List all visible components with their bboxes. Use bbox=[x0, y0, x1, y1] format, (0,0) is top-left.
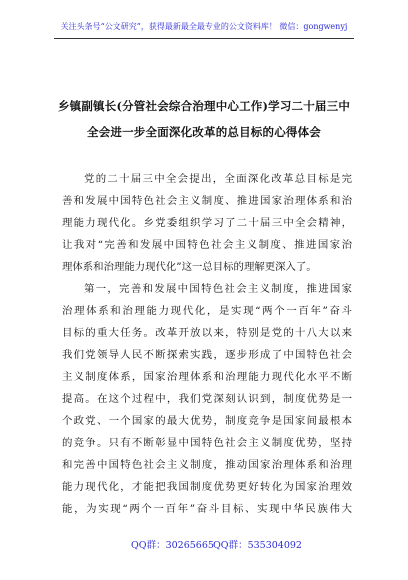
body-line: 理体系和治理能力现代化”这一总目标的理解更深入了。 bbox=[62, 261, 317, 273]
page-footer bbox=[0, 537, 408, 551]
body-line: 个政党、一个国家的最大优势，制度竞争是国家间最根本 bbox=[62, 415, 352, 427]
body-line: 党的二十届三中全会提出，全面深化改革总目标是完 bbox=[84, 173, 352, 185]
document-title-line-2: 全会进一步全面深化改革的总目标的心得体会 bbox=[87, 125, 321, 139]
footer-qq-group-1: QQ群：30265665 bbox=[131, 540, 214, 551]
body-line: 和完善中国特色社会主义制度，推动国家治理体系和治理 bbox=[62, 459, 352, 471]
body-line: 我们党领导人民不断探索实践，逐步形成了中国特色社会 bbox=[62, 349, 352, 361]
body-line: 理能力现代化。乡党委组织学习了二十届三中全会精神， bbox=[62, 217, 352, 229]
document-title-line-1: 乡镇副镇长(分管社会综合治理中心工作)学习二十届三中 bbox=[57, 99, 351, 113]
body-line: 主义制度体系，国家治理体系和治理能力现代化水平不断 bbox=[62, 371, 352, 383]
header-banner: 关注头条号“公文研究”，获得最新最全最专业的公文资料库！ 微信：gongwenyj bbox=[60, 22, 348, 31]
body-line: 能力现代化，才能把我国制度优势更好转化为国家治理效 bbox=[62, 481, 352, 493]
header-divider bbox=[54, 38, 354, 39]
footer-qq-group-2: QQ群：535304092 bbox=[213, 540, 302, 551]
body-line: 治理体系和治理能力现代化，是实现“两个一百年”奋斗 bbox=[62, 305, 352, 317]
body-line: 提高。在这个过程中，我们党深刻认识到，制度优势是一 bbox=[62, 393, 352, 405]
body-line: 目标的重大任务。改革开放以来，特别是党的十八大以来 bbox=[62, 327, 352, 339]
body-line: 善和发展中国特色社会主义制度、推进国家治理体系和治 bbox=[62, 195, 352, 207]
body-line: 让我对“完善和发展中国特色社会主义制度、推进国家治 bbox=[62, 239, 352, 251]
body-line: 能，为实现“两个一百年”奋斗目标、实现中华民族伟大 bbox=[62, 503, 352, 515]
body-line: 第一，完善和发展中国特色社会主义制度，推进国家 bbox=[84, 283, 352, 295]
body-line: 的竞争。只有不断彰显中国特色社会主义制度优势，坚持 bbox=[62, 437, 352, 449]
